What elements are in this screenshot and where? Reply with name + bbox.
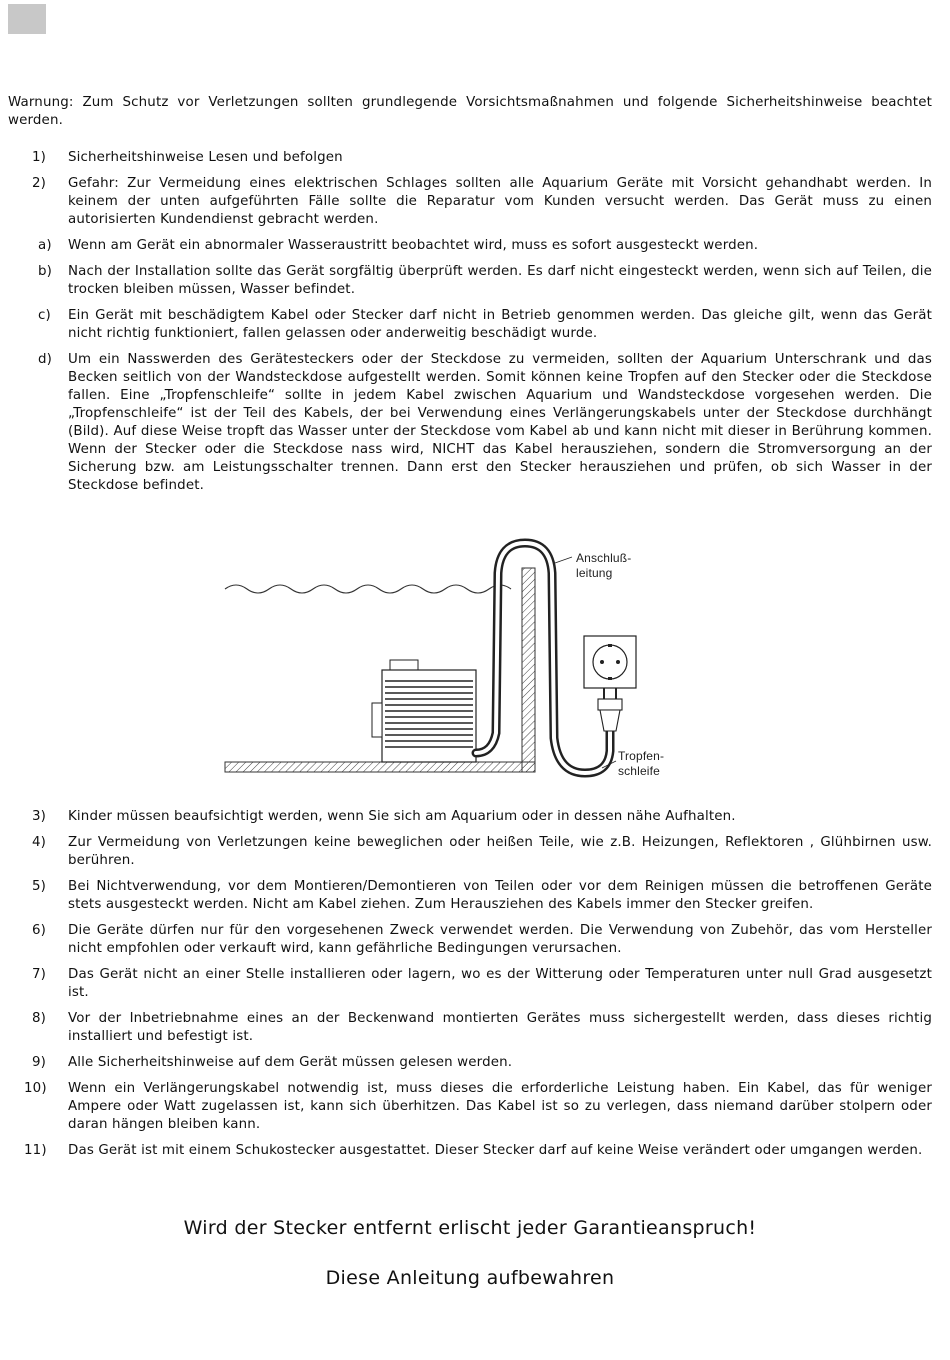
- item-text: Alle Sicherheitshinweise auf dem Gerät müssen gelesen werden.: [68, 1055, 513, 1070]
- list-item: [8, 263, 932, 299]
- item-text: Gefahr: Zur Vermeidung eines elektrischen Schlages sollten alle Aquarium Geräte mit Vorsicht gehandhabt werden. In keinem der unten aufgeführten Fälle sollte die Reparatur vom Kunden versucht werden. Das Gerät muss zu einen autorisierten Kundendienst gebracht werden.: [68, 176, 932, 227]
- item-marker: 11): [24, 1143, 47, 1158]
- item-marker: d): [38, 352, 53, 367]
- item-text: Ein Gerät mit beschädigtem Kabel oder Stecker darf nicht in Betrieb genommen werden. Das gleiche gilt, wenn das Gerät nicht richtig funktioniert, fallen gelassen oder anderweitig beschädigt wurde.: [68, 308, 932, 341]
- list-item: [8, 834, 932, 870]
- intro-warning: Warnung: Zum Schutz vor Verletzungen sollten grundlegende Vorsichtsmaßnahmen und folgende Sicherheitshinweise beachtet werden.: [8, 95, 932, 128]
- list-item: [8, 237, 932, 255]
- header-gray-box: [8, 4, 46, 34]
- item-marker: 8): [32, 1011, 47, 1026]
- list-item: [8, 966, 932, 1002]
- item-text: Um ein Nasswerden des Gerätesteckers oder der Steckdose zu vermeiden, sollten der Aquarium Unterschrank und das Becken seitlich von der Wandsteckdose aufgestellt werden. Somit können keine Tropfen auf den Stecker oder die Steckdose fallen. Eine „Tropfenschleife“ sollte in jedem Kabel zwischen Aquarium und Wandsteckdose vorgesehen werden. Die „Tropfenschleife“ ist der Teil des Kabels, der bei Verwendung eines Verlängerungskabels unter der Steckdose durchhängt (Bild). Auf diese Weise tropft das Wasser unter der Steckdose vom Kabel ab und kann nicht mit dieser in Berührung kommen. Wenn der Stecker oder die Steckdose nass wird, NICHT das Kabel herausziehen, sondern die Stromversorgung an der Sicherung bzw. am Leistungsschalter trennen. Dann erst den Stecker herausziehen und prüfen, ob sich Wasser in der Steckdose befindet.: [68, 352, 932, 493]
- item-text: Nach der Installation sollte das Gerät sorgfältig überprüft werden. Es darf nicht eingesteckt werden, wenn sich auf Teilen, die trocken bleiben müssen, Wasser befindet.: [68, 264, 932, 297]
- list-item: [8, 1054, 932, 1072]
- item-marker: 3): [32, 809, 47, 824]
- label-drip-loop-2: schleife: [618, 764, 660, 778]
- list-item: [8, 1142, 932, 1160]
- label-connection-cable: Anschluß-: [576, 551, 632, 565]
- pump-device: [372, 660, 476, 762]
- item-marker: c): [38, 308, 51, 323]
- list-item: [8, 1010, 932, 1046]
- item-marker: a): [38, 238, 52, 253]
- item-text: Bei Nichtverwendung, vor dem Montieren/Demontieren von Teilen oder vor dem Reinigen müssen die betroffenen Geräte stets ausgesteckt werden. Nicht am Kabel ziehen. Zum Herausziehen des Kabels immer den Stecker greifen.: [68, 879, 932, 912]
- item-marker: 5): [32, 879, 47, 894]
- item-text: Wenn am Gerät ein abnormaler Wasseraustritt beobachtet wird, muss es sofort ausgesteckt werden.: [68, 238, 759, 253]
- label-drip-loop: Tropfen-: [618, 749, 665, 763]
- item-marker: 2): [32, 176, 47, 191]
- item-marker: 9): [32, 1055, 47, 1070]
- wall-socket: [584, 636, 636, 688]
- item-text: Die Geräte dürfen nur für den vorgesehenen Zweck verwendet werden. Die Verwendung von Zubehör, das vom Hersteller nicht empfohlen oder verkauft wird, kann gefährliche Bedingungen verursachen.: [68, 923, 932, 956]
- list-item: [8, 175, 932, 229]
- safety-list-part1: [8, 149, 932, 503]
- list-item: [8, 922, 932, 958]
- power-plug: [598, 688, 622, 731]
- label-connection-cable-2: leitung: [576, 566, 613, 580]
- item-text: Vor der Inbetriebnahme eines an der Beckenwand montierten Gerätes muss sichergestellt werden, dass dieses richtig installiert und befestigt ist.: [68, 1011, 932, 1044]
- item-marker: 6): [32, 923, 47, 938]
- keep-manual-notice: Diese Anleitung aufbewahren: [325, 1267, 615, 1289]
- item-text: Wenn ein Verlängerungskabel notwendig ist, muss dieses die erforderliche Leistung haben. Ein Kabel, das für weniger Ampere oder Watt zugelassen ist, kann sich überhitzen. Das Kabel ist so zu verlegen, dass niemand darüber stolpern oder daran hängen bleiben kann.: [68, 1081, 932, 1132]
- list-item: [8, 1080, 932, 1134]
- list-item: [8, 149, 932, 167]
- item-marker: 10): [24, 1081, 47, 1096]
- list-item: [8, 307, 932, 343]
- item-text: Kinder müssen beaufsichtigt werden, wenn Sie sich am Aquarium oder in dessen nähe Aufhalten.: [68, 809, 736, 824]
- item-marker: b): [38, 264, 53, 279]
- item-text: Das Gerät nicht an einer Stelle installieren oder lagern, wo es der Witterung oder Temperaturen unter null Grad ausgesetzt ist.: [68, 967, 932, 1000]
- item-text: Zur Vermeidung von Verletzungen keine beweglichen oder heißen Teile, wie z.B. Heizungen, Reflektoren , Glühbirnen usw. berühren.: [68, 835, 932, 868]
- item-marker: 1): [32, 150, 47, 165]
- list-item: [8, 878, 932, 914]
- safety-list-part2: [8, 808, 932, 1168]
- item-text: Das Gerät ist mit einem Schukostecker ausgestattet. Dieser Stecker darf auf keine Weise verändert oder umgangen werden.: [68, 1143, 923, 1158]
- list-item: [8, 351, 932, 495]
- item-marker: 4): [32, 835, 47, 850]
- item-marker: 7): [32, 967, 47, 982]
- drip-loop-illustration: [220, 533, 680, 783]
- warranty-warning: Wird der Stecker entfernt erlischt jeder Garantieanspruch!: [183, 1217, 757, 1239]
- list-item: [8, 808, 932, 826]
- item-text: Sicherheitshinweise Lesen und befolgen: [68, 150, 343, 165]
